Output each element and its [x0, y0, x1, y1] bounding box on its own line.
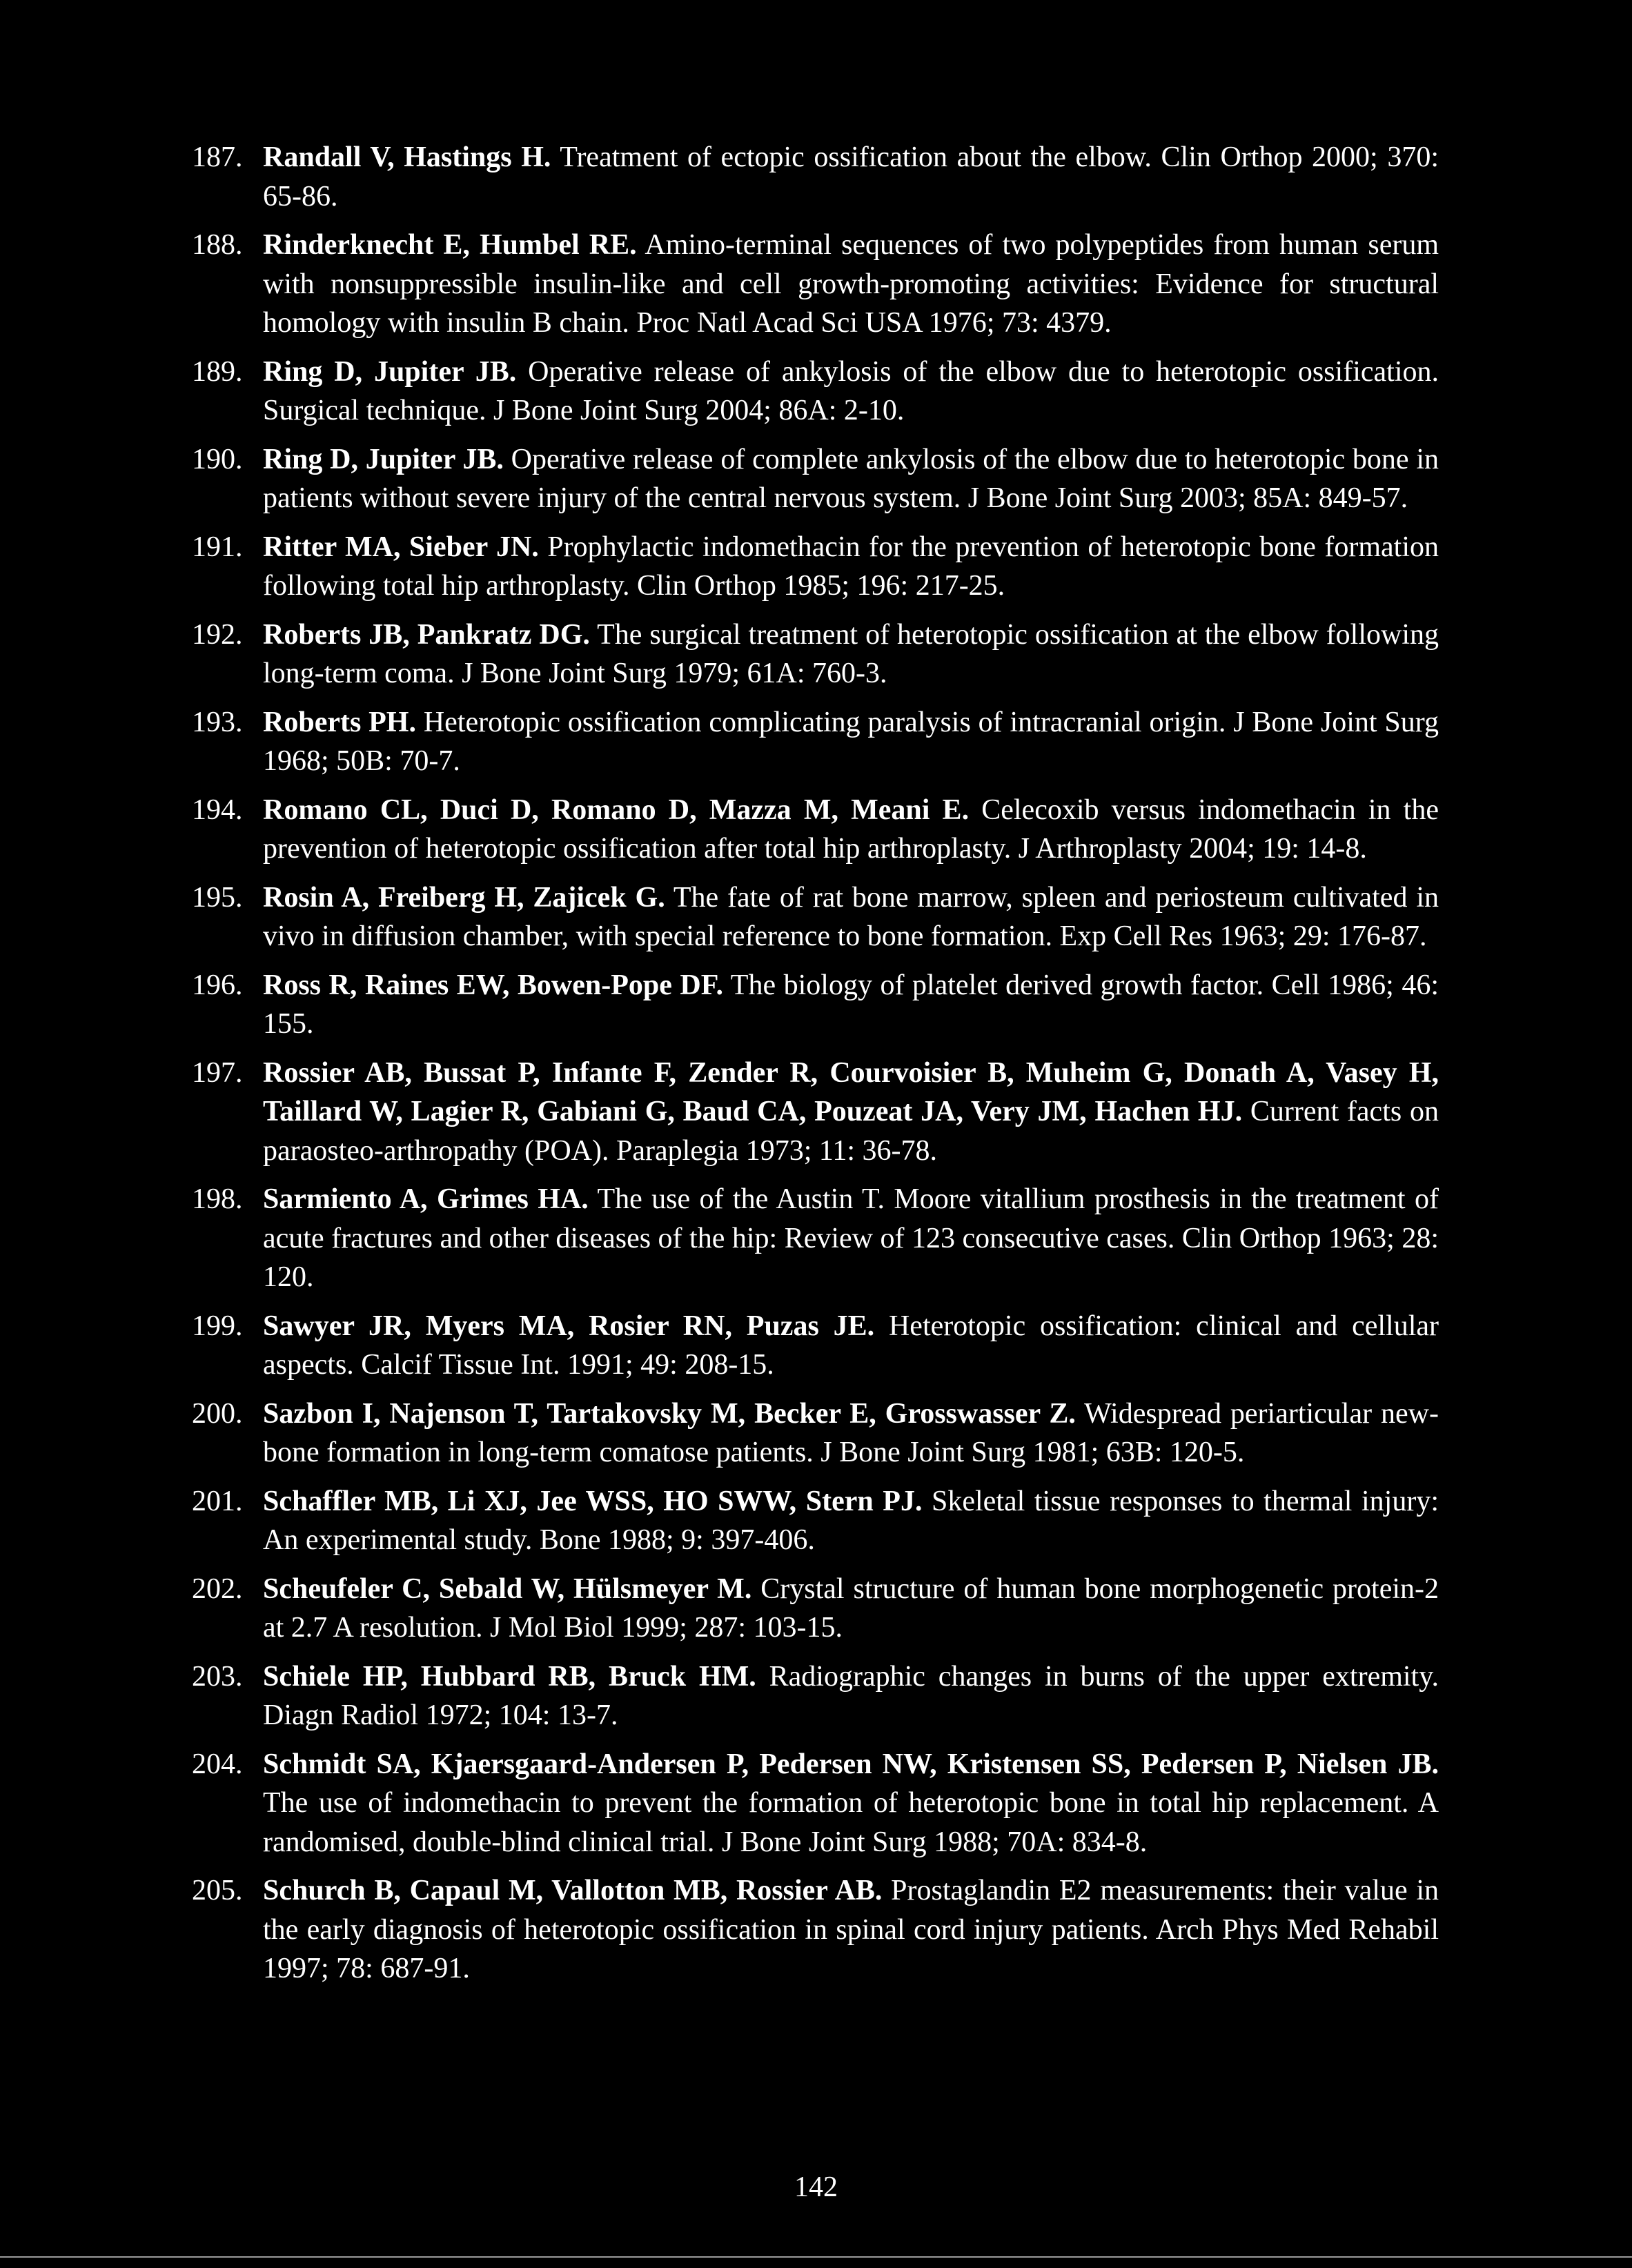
reference-text: Treatment of ectopic ossification about the elbow. Clin Orthop 2000; 370: 65-86.: [263, 141, 1439, 213]
reference-text: The use of indomethacin to prevent the formation of heterotopic bone in total hip replacement. A randomised, double-blind clinical trial. J Bone Joint Surg 1988; 70A: 834-8.: [263, 1787, 1439, 1858]
reference-text: Widespread periarticular new-bone formation in long-term comatose patients. J Bone Joint Surg 1981; 63B: 120-5.: [263, 1397, 1439, 1468]
reference-number: 205.: [192, 1875, 243, 1906]
reference-item: [192, 878, 1439, 956]
reference-authors: Scheufeler C, Sebald W, Hülsmeyer M.: [263, 1572, 752, 1605]
reference-text: Heterotopic ossification: clinical and cellular aspects. Calcif Tissue Int. 1991; 49: 208-15.: [263, 1310, 1439, 1381]
reference-number: 202.: [192, 1572, 243, 1605]
reference-authors: Ring D, Jupiter JB.: [263, 355, 517, 388]
reference-text: Celecoxib versus indomethacin in the prevention of heterotopic ossification after total hip arthroplasty. J Arthroplasty 2004; 19: 14-8.: [263, 793, 1439, 865]
reference-authors: Rossier AB, Bussat P, Infante F, Zender R, Courvoisier B, Muheim G, Donath A, Vasey H, Taillard W, Lagier R, Gabiani G, Baud CA, Pouzeat JA, Very JM, Hachen HJ.: [263, 1056, 1439, 1127]
reference-number: 195.: [192, 881, 243, 914]
reference-item: [192, 1054, 1439, 1171]
reference-authors: Rinderknecht E, Humbel RE.: [263, 229, 637, 261]
reference-number: 189.: [192, 355, 243, 388]
reference-number: 188.: [192, 229, 243, 261]
reference-item: [192, 1657, 1439, 1735]
reference-text: Heterotopic ossification complicating paralysis of intracranial origin. J Bone Joint Surg 1968; 50B: 70-7.: [263, 706, 1439, 777]
reference-item: [192, 615, 1439, 693]
reference-item: [192, 138, 1439, 216]
reference-list: [192, 138, 1439, 1989]
reference-text: Prostaglandin E2 measurements: their value in the early diagnosis of heterotopic ossification in spinal cord injury patients. Arch Phys Med Rehabil 1997; 78: 687-91.: [263, 1875, 1439, 1984]
reference-number: 196.: [192, 969, 243, 1001]
reference-number: 204.: [192, 1748, 243, 1780]
reference-number: 199.: [192, 1310, 243, 1342]
reference-item: [192, 440, 1439, 518]
reference-text: The biology of platelet derived growth factor. Cell 1986; 46: 155.: [263, 969, 1439, 1040]
reference-authors: Schurch B, Capaul M, Vallotton MB, Rossier AB.: [263, 1875, 883, 1906]
reference-authors: Sawyer JR, Myers MA, Rosier RN, Puzas JE.: [263, 1310, 875, 1342]
reference-item: [192, 528, 1439, 606]
reference-number: 191.: [192, 531, 243, 563]
reference-authors: Ross R, Raines EW, Bowen-Pope DF.: [263, 969, 724, 1001]
reference-number: 200.: [192, 1397, 243, 1430]
reference-number: 197.: [192, 1056, 243, 1089]
reference-authors: Sarmiento A, Grimes HA.: [263, 1183, 589, 1215]
reference-item: [192, 703, 1439, 781]
reference-number: 194.: [192, 793, 243, 826]
reference-text: Crystal structure of human bone morphogenetic protein-2 at 2.7 A resolution. J Mol Biol 1999; 287: 103-15.: [263, 1572, 1439, 1644]
reference-authors: Schiele HP, Hubbard RB, Bruck HM.: [263, 1660, 756, 1693]
reference-text: Radiographic changes in burns of the upper extremity. Diagn Radiol 1972; 104: 13-7.: [263, 1660, 1439, 1731]
reference-item: [192, 1394, 1439, 1472]
reference-text: Operative release of ankylosis of the elbow due to heterotopic ossification. Surgical technique. J Bone Joint Surg 2004; 86A: 2-10.: [263, 355, 1439, 426]
reference-text: The surgical treatment of heterotopic ossification at the elbow following long-term coma. J Bone Joint Surg 1979; 61A: 760-3.: [263, 618, 1439, 689]
reference-item: [192, 353, 1439, 431]
reference-text: Skeletal tissue responses to thermal injury: An experimental study. Bone 1988; 9: 397-406.: [263, 1485, 1439, 1556]
reference-text: Operative release of complete ankylosis of the elbow due to heterotopic bone in patients without severe injury of the central nervous system. J Bone Joint Surg 2003; 85A: 849-57.: [263, 443, 1439, 514]
reference-number: 203.: [192, 1660, 243, 1693]
footer-rule: [0, 2256, 1632, 2258]
reference-authors: Sazbon I, Najenson T, Tartakovsky M, Becker E, Grosswasser Z.: [263, 1397, 1076, 1430]
reference-number: 190.: [192, 443, 243, 475]
reference-text: Prophylactic indomethacin for the prevention of heterotopic bone formation following total hip arthroplasty. Clin Orthop 1985; 196: 217-25.: [263, 531, 1439, 602]
reference-item: [192, 1570, 1439, 1648]
reference-text: The use of the Austin T. Moore vitallium prosthesis in the treatment of acute fractures and other diseases of the hip: Review of 123 consecutive cases. Clin Orthop 1963; 28: 120.: [263, 1183, 1439, 1293]
reference-authors: Ring D, Jupiter JB.: [263, 443, 504, 475]
reference-authors: Schmidt SA, Kjaersgaard-Andersen P, Pedersen NW, Kristensen SS, Pedersen P, Nielsen JB.: [263, 1748, 1439, 1780]
page-number: 142: [794, 2171, 838, 2203]
reference-number: 193.: [192, 706, 243, 738]
reference-text: Current facts on paraosteo-arthropathy (POA). Paraplegia 1973; 11: 36-78.: [263, 1096, 1439, 1167]
reference-item: [192, 1871, 1439, 1989]
reference-item: [192, 1180, 1439, 1297]
reference-text: The fate of rat bone marrow, spleen and periosteum cultivated in vivo in diffusion chamber, with special reference to bone formation. Exp Cell Res 1963; 29: 176-87.: [263, 881, 1439, 952]
reference-item: [192, 791, 1439, 869]
reference-number: 201.: [192, 1485, 243, 1517]
reference-authors: Schaffler MB, Li XJ, Jee WSS, HO SWW, Stern PJ.: [263, 1485, 923, 1517]
reference-item: [192, 226, 1439, 343]
reference-item: [192, 966, 1439, 1044]
reference-item: [192, 1307, 1439, 1385]
reference-number: 192.: [192, 618, 243, 651]
reference-authors: Roberts JB, Pankratz DG.: [263, 618, 590, 651]
reference-authors: Randall V, Hastings H.: [263, 141, 551, 173]
reference-number: 187.: [192, 141, 243, 173]
reference-authors: Roberts PH.: [263, 706, 416, 738]
reference-authors: Ritter MA, Sieber JN.: [263, 531, 539, 563]
reference-authors: Rosin A, Freiberg H, Zajicek G.: [263, 881, 665, 914]
reference-item: [192, 1482, 1439, 1560]
reference-item: [192, 1745, 1439, 1862]
reference-number: 198.: [192, 1183, 243, 1215]
reference-authors: Romano CL, Duci D, Romano D, Mazza M, Meani E.: [263, 793, 970, 826]
reference-text: Amino-terminal sequences of two polypeptides from human serum with nonsuppressible insulin-like and cell growth-promoting activities: Evidence for structural homology with insulin B chain. Proc Natl Acad Sci USA 1976; 73: 4379.: [263, 229, 1439, 339]
